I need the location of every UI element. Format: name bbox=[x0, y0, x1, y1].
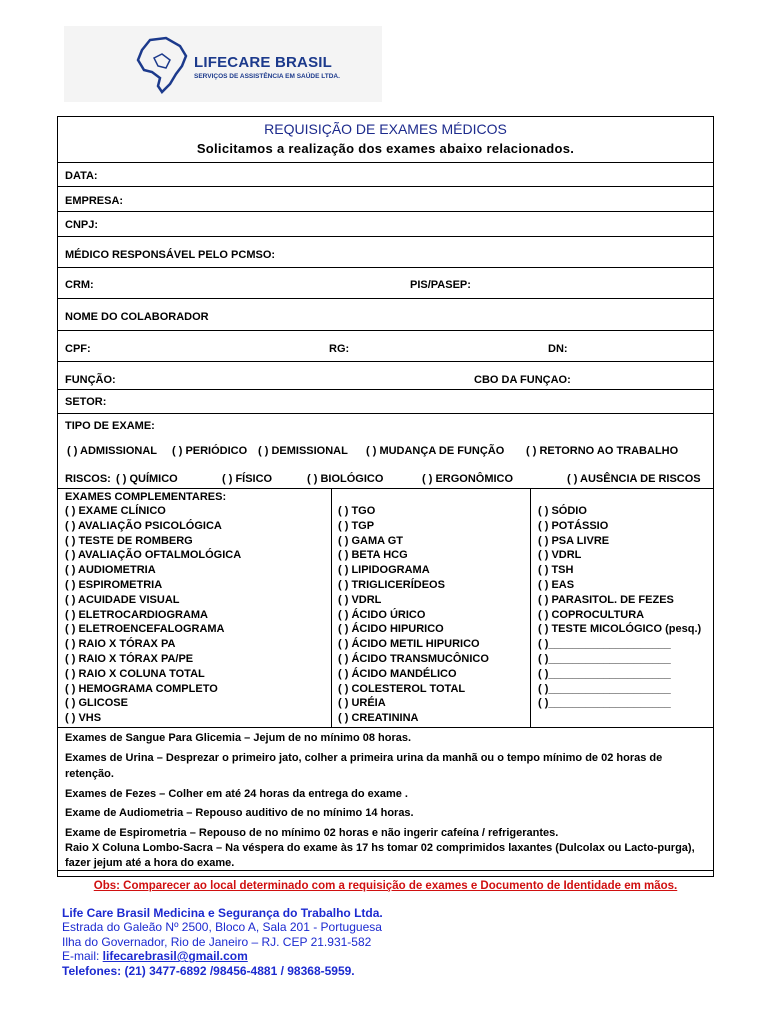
exam-option[interactable]: ( ) GAMA GT bbox=[338, 534, 403, 547]
exam-request-form bbox=[57, 116, 714, 892]
instruction-line: Exames de Sangue Para Glicemia – Jejum de no mínimo 08 horas. bbox=[65, 732, 412, 744]
funcao-label[interactable]: FUNÇÃO: bbox=[65, 374, 116, 386]
exam-option[interactable]: ( ) RAIO X COLUNA TOTAL bbox=[65, 667, 205, 680]
instruction-line: Raio X Coluna Lombo-Sacra – Na véspera do exame às 17 hs tomar 02 comprimidos laxantes (Dulcolax ou Lacto-purga), bbox=[65, 842, 695, 854]
option-mudanca-funcao[interactable]: ( ) MUDANÇA DE FUNÇÃO bbox=[366, 445, 505, 457]
empresa-label[interactable]: EMPRESA: bbox=[65, 195, 124, 207]
exam-option[interactable]: ( ) LIPIDOGRAMA bbox=[338, 564, 430, 577]
dn-label[interactable]: DN: bbox=[548, 343, 568, 355]
exam-option[interactable]: ( ) ESPIROMETRIA bbox=[65, 579, 163, 591]
exam-option[interactable]: ( ) VHS bbox=[65, 712, 102, 725]
instruction-line: Exames de Urina – Desprezar o primeiro jato, colher a primeira urina da manhã ou o tempo mínimo de 02 horas de bbox=[65, 752, 663, 764]
exam-option[interactable]: ( ) ELETROENCEFALOGRAMA bbox=[65, 623, 225, 636]
instructions-section bbox=[58, 727, 713, 870]
setor-label[interactable]: SETOR: bbox=[65, 396, 107, 408]
data-label[interactable]: DATA: bbox=[65, 170, 98, 182]
row-cpf bbox=[58, 330, 713, 361]
exam-option[interactable]: ( ) TSH bbox=[538, 564, 574, 577]
cnpj-label[interactable]: CNPJ: bbox=[65, 219, 99, 231]
exam-option[interactable]: ( ) TESTE DE ROMBERG bbox=[65, 534, 193, 547]
exames-section bbox=[58, 488, 713, 727]
exam-option[interactable]: ( ) AVALIAÇÃO PSICOLÓGICA bbox=[65, 519, 222, 532]
risco-fisico[interactable]: ( ) FÍSICO bbox=[222, 473, 273, 485]
column-divider bbox=[530, 489, 531, 727]
row-empresa bbox=[58, 186, 713, 211]
exam-option[interactable]: ( ) RAIO X TÓRAX PA/PE bbox=[65, 653, 194, 665]
exam-option[interactable]: ( ) CREATININA bbox=[338, 712, 419, 725]
cbo-label[interactable]: CBO DA FUNÇAO: bbox=[474, 374, 571, 386]
medico-label[interactable]: MÉDICO RESPONSÁVEL PELO PCMSO: bbox=[65, 249, 276, 261]
instruction-line: Exame de Audiometria – Repouso auditivo de no mínimo 14 horas. bbox=[65, 807, 414, 819]
row-data bbox=[58, 162, 713, 186]
instruction-line: retenção. bbox=[65, 768, 114, 780]
exam-option[interactable]: ( ) TGO bbox=[338, 505, 376, 517]
footer-phones: Telefones: (21) 3477-6892 /98456-4881 / 98368-5959. bbox=[62, 963, 355, 978]
observation-note: Obs: Comparecer ao local determinado com a requisição de exames e Documento de Identidade em mãos. bbox=[93, 880, 678, 892]
crm-label[interactable]: CRM: bbox=[65, 279, 94, 291]
footer-address-2: Ilha do Governador, Rio de Janeiro – RJ. CEP 21.931-582 bbox=[62, 934, 372, 949]
risco-ausencia[interactable]: ( ) AUSÊNCIA DE RISCOS bbox=[567, 473, 701, 485]
row-crm bbox=[58, 267, 713, 298]
exam-option[interactable]: ( ) HEMOGRAMA COMPLETO bbox=[65, 682, 218, 695]
option-demissional[interactable]: ( ) DEMISSIONAL bbox=[258, 445, 348, 457]
footer-email-label: E-mail: bbox=[62, 949, 103, 964]
brazil-map-icon bbox=[136, 36, 188, 94]
exam-option[interactable]: ( ) VDRL bbox=[538, 549, 582, 562]
cpf-label[interactable]: CPF: bbox=[65, 343, 91, 355]
tipo-exame-label: TIPO DE EXAME: bbox=[65, 420, 155, 432]
row-medico bbox=[58, 236, 713, 267]
exam-option[interactable]: ( ) EXAME CLÍNICO bbox=[65, 505, 166, 517]
exam-option[interactable]: ( ) SÓDIO bbox=[538, 505, 587, 517]
option-admissional[interactable]: ( ) ADMISSIONAL bbox=[67, 445, 158, 457]
exam-option[interactable]: ( ) ÁCIDO MANDÉLICO bbox=[338, 667, 457, 680]
column-divider bbox=[331, 489, 332, 727]
footer-email-link[interactable]: lifecarebrasil@gmail.com bbox=[102, 949, 248, 964]
divider bbox=[58, 870, 713, 876]
row-setor bbox=[58, 389, 713, 413]
exam-option[interactable]: ( ) TESTE MICOLÓGICO (pesq.) bbox=[538, 623, 702, 636]
option-retorno-trabalho[interactable]: ( ) RETORNO AO TRABALHO bbox=[526, 445, 679, 457]
exames-header: EXAMES COMPLEMENTARES: bbox=[65, 491, 227, 503]
exam-option[interactable]: ( ) BETA HCG bbox=[338, 549, 408, 562]
row-funcao bbox=[58, 361, 713, 389]
risco-ergonomico[interactable]: ( ) ERGONÔMICO bbox=[422, 473, 514, 485]
instruction-line: Exame de Espirometria – Repouso de no mínimo 02 horas e não ingerir cafeína / refrigerantes. bbox=[65, 827, 559, 839]
instruction-line: fazer jejum até a hora do exame. bbox=[65, 857, 235, 869]
risco-quimico[interactable]: ( ) QUÍMICO bbox=[116, 473, 178, 485]
pis-label[interactable]: PIS/PASEP: bbox=[410, 279, 471, 291]
instruction-line: Exames de Fezes – Colher em até 24 horas da entrega do exame . bbox=[65, 788, 408, 800]
exam-option[interactable]: ( ) ELETROCARDIOGRAMA bbox=[65, 608, 208, 621]
row-tipo-exame bbox=[58, 413, 713, 463]
footer bbox=[62, 906, 383, 978]
company-logo bbox=[64, 26, 382, 102]
logo-subtitle: SERVIÇOS DE ASSISTÊNCIA EM SAÚDE LTDA. bbox=[194, 73, 340, 80]
form-subtitle: Solicitamos a realização dos exames abaixo relacionados. bbox=[196, 141, 575, 156]
exam-option[interactable]: ( ) GLICOSE bbox=[65, 697, 128, 710]
exam-option[interactable]: ( ) COPROCULTURA bbox=[538, 608, 645, 621]
exam-option[interactable]: ( ) EAS bbox=[538, 579, 575, 591]
riscos-label: RISCOS: bbox=[65, 473, 111, 485]
exam-option[interactable]: ( ) COLESTEROL TOTAL bbox=[338, 682, 466, 695]
exam-option[interactable]: ( ) ÁCIDO TRANSMUCÔNICO bbox=[338, 653, 489, 665]
exam-option[interactable]: ( ) AVALIAÇÃO OFTALMOLÓGICA bbox=[65, 549, 242, 562]
exam-option[interactable]: ( )____________________ bbox=[538, 682, 671, 695]
exam-option[interactable]: ( )____________________ bbox=[538, 667, 671, 680]
footer-address-1: Estrada do Galeão Nº 2500, Bloco A, Sala 201 - Portuguesa bbox=[62, 920, 382, 935]
exam-option[interactable]: ( ) PARASITOL. DE FEZES bbox=[538, 593, 674, 606]
nome-label[interactable]: NOME DO COLABORADOR bbox=[65, 311, 209, 323]
exam-option[interactable]: ( ) ÁCIDO ÚRICO bbox=[338, 608, 426, 621]
row-cnpj bbox=[58, 211, 713, 236]
exam-option[interactable]: ( )____________________ bbox=[538, 653, 671, 665]
exam-option[interactable]: ( ) ACUIDADE VISUAL bbox=[65, 593, 180, 606]
exam-option[interactable]: ( ) TRIGLICERÍDEOS bbox=[338, 579, 445, 591]
exam-option[interactable]: ( )____________________ bbox=[538, 638, 671, 651]
exam-option[interactable]: ( ) RAIO X TÓRAX PA bbox=[65, 638, 176, 651]
rg-label[interactable]: RG: bbox=[329, 343, 350, 355]
exam-option[interactable]: ( ) TGP bbox=[338, 519, 375, 532]
row-nome bbox=[58, 298, 713, 330]
logo-name: LIFECARE BRASIL bbox=[194, 54, 332, 71]
exam-option[interactable]: ( ) URÉIA bbox=[338, 697, 386, 710]
exam-option[interactable]: ( ) POTÁSSIO bbox=[538, 519, 609, 532]
exam-option[interactable]: ( )____________________ bbox=[538, 697, 671, 710]
exam-option[interactable]: ( ) ÁCIDO HIPURICO bbox=[338, 623, 444, 636]
risco-biologico[interactable]: ( ) BIOLÓGICO bbox=[307, 473, 384, 485]
footer-company: Life Care Brasil Medicina e Segurança do Trabalho Ltda. bbox=[62, 906, 383, 920]
form-title: REQUISIÇÃO DE EXAMES MÉDICOS bbox=[264, 121, 507, 137]
exam-option[interactable]: ( ) ÁCIDO METIL HIPURICO bbox=[338, 638, 480, 651]
exam-option[interactable]: ( ) AUDIOMETRIA bbox=[65, 564, 156, 577]
exam-option[interactable]: ( ) VDRL bbox=[338, 593, 382, 606]
exam-option[interactable]: ( ) PSA LIVRE bbox=[538, 534, 610, 547]
option-periodico[interactable]: ( ) PERIÓDICO bbox=[172, 445, 248, 457]
